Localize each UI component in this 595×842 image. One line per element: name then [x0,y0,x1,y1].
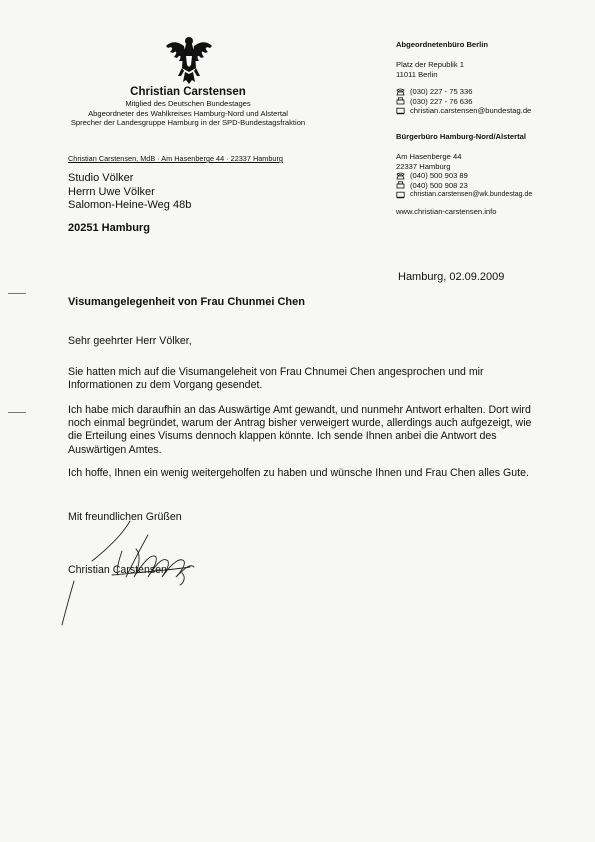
fold-mark [8,293,26,294]
fax-icon [396,97,405,105]
berlin-email-row [396,106,531,115]
body-paragraph: Sie hatten mich auf die Visumangeleheit von Frau Chnumei Chen angesprochen und mir Informationen zu dem Vorgang gesendet. [68,366,484,392]
berlin-fax: (030) 227 - 76 636 [410,96,473,106]
berlin-fax-row [396,97,531,106]
sender-title-lines [40,99,336,128]
hamburg-email-row [396,190,532,199]
berlin-phone-row [396,87,531,96]
recipient-city: 20251 Hamburg [68,222,150,234]
recipient-line: Herrn Uwe Völker [68,185,155,198]
berlin-phone: (030) 227 - 75 336 [410,87,473,97]
closing: Mit freundlichen Grüßen [68,511,182,523]
body-paragraph: Ich hoffe, Ihnen ein wenig weitergeholfen zu haben und wünsche Ihnen und Frau Chen alles Gute. [68,467,529,479]
letter-subject: Visumangelegenheit von Frau Chunmei Chen [68,296,305,308]
hamburg-office [396,132,532,217]
recipient-address [68,172,191,213]
hamburg-street: Am Hasenberge 44 [396,152,462,162]
recipient-line: Studio Völker [68,172,134,184]
body-paragraph: Ich habe mich daraufhin an das Auswärtige Amt gewandt, und nunmehr Antwort erhalten. Dort wird noch einmal begründet, warum der Antrag bisher verweigert wurde, allerdings auch aufgezeigt, wie die Erteilung eines Visums dennoch klappen könnte. Ich sende Ihnen anbei die Antwort des Auswärtigen Amtes. [68,404,532,456]
sender-line: Mitglied des Deutschen Bundestages [125,99,251,108]
hamburg-phone-row [396,171,532,180]
hamburg-office-heading: Bürgerbüro Hamburg-Nord/Alstertal [396,132,526,141]
recipient-line: Salomon-Heine-Weg 48b [68,199,192,211]
hamburg-phone: (040) 500 903 89 [410,171,468,181]
website-link[interactable]: www.christian-carstensen.info [396,207,497,217]
hamburg-fax-row [396,181,532,190]
federal-eagle-icon [164,32,214,86]
return-address-line: Christian Carstensen, MdB · Am Hasenberge 44 · 22337 Hamburg [68,154,283,163]
berlin-office [396,40,531,115]
letter-date: Hamburg, 02.09.2009 [398,271,505,283]
phone-icon [396,88,405,96]
salutation: Sehr geehrter Herr Völker, [68,335,192,347]
berlin-city: 11011 Berlin [396,69,438,79]
hamburg-email[interactable]: christian.carstensen@wk.bundestag.de [410,191,533,199]
fold-mark [8,412,26,413]
phone-icon [396,172,405,180]
sender-name: Christian Carstensen [130,86,246,98]
sender-line: Abgeordneter des Wahlkreises Hamburg-Nord und Alstertal [88,108,288,118]
hamburg-fax: (040) 500 908 23 [410,180,468,190]
signature-name: Christian Carstensen [68,564,167,576]
berlin-email[interactable]: christian.carstensen@bundestag.de [410,106,532,116]
berlin-office-heading: Abgeordnetenbüro Berlin [396,40,488,49]
email-icon [396,107,405,115]
sender-line: Sprecher der Landesgruppe Hamburg in der SPD-Bundestagsfraktion [70,118,306,128]
berlin-street: Platz der Republik 1 [396,60,464,70]
fax-icon [396,181,405,189]
email-icon [396,191,405,199]
hamburg-city: 22337 Hamburg [396,161,451,171]
